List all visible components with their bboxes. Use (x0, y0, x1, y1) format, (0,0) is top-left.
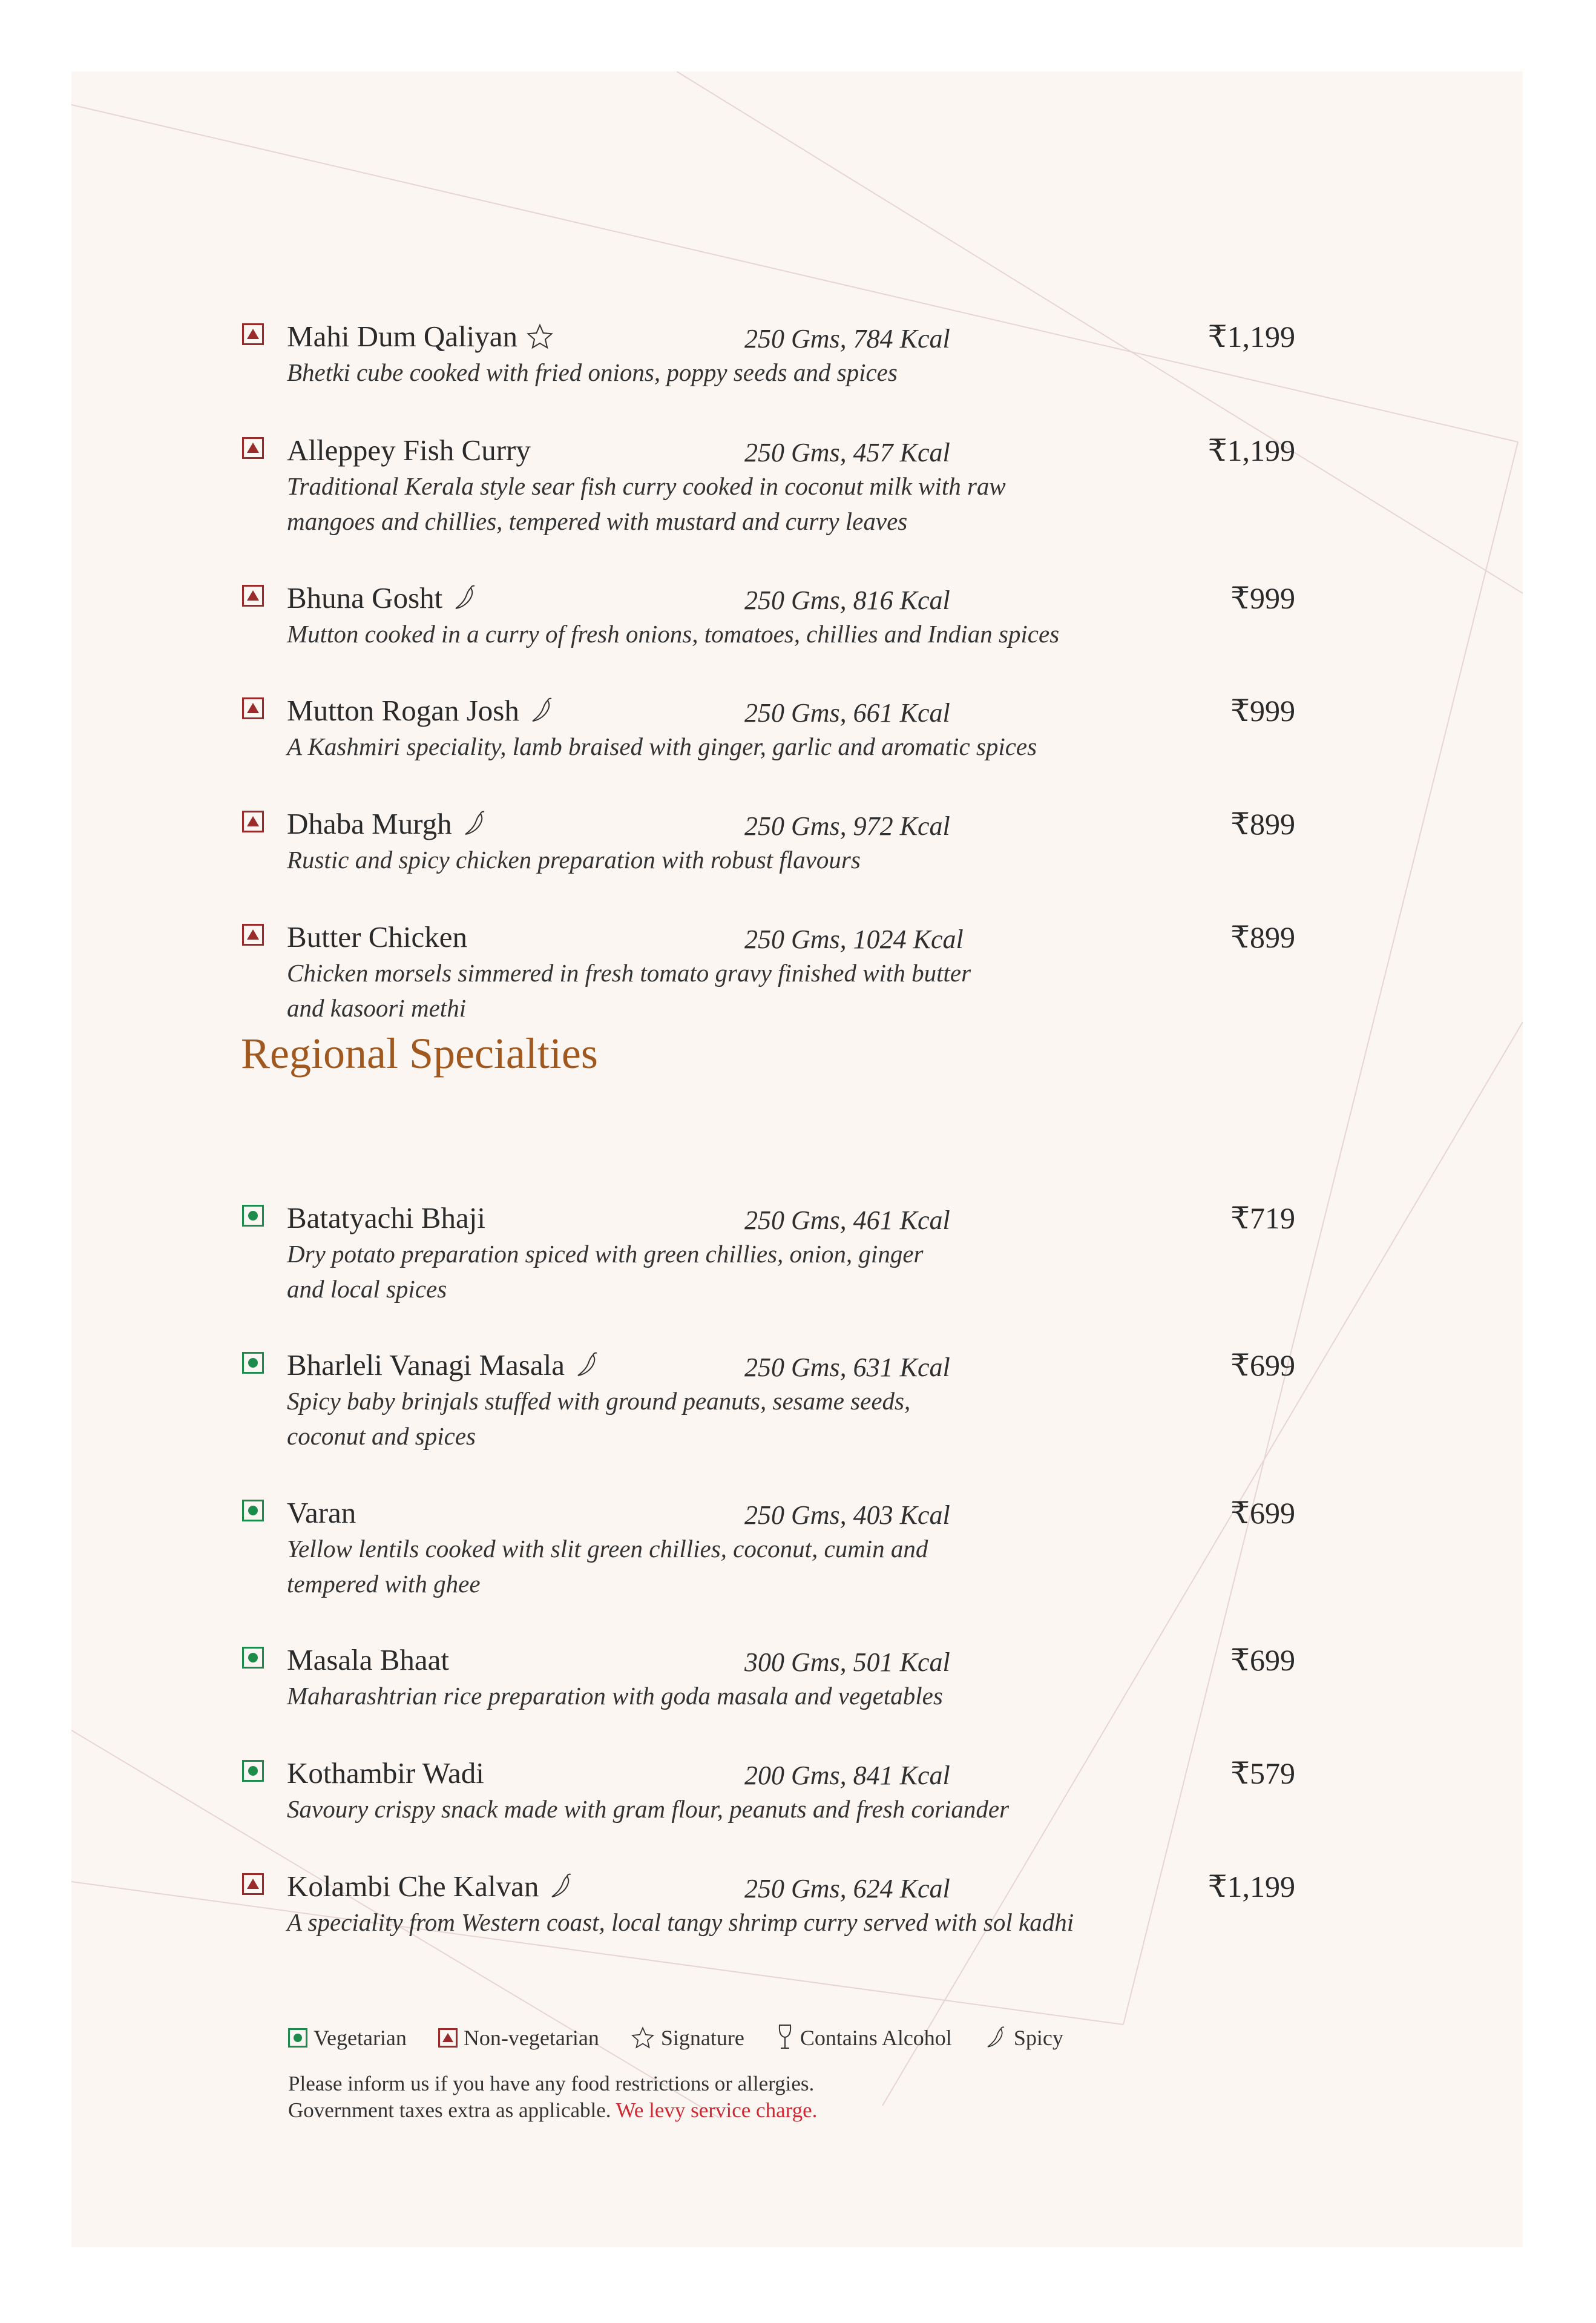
item-name: Butter Chicken (287, 920, 468, 954)
description-line: Traditional Kerala style sear fish curry cooked in coconut milk with raw (287, 472, 1006, 500)
item-portion: 300 Gms, 501 Kcal (744, 1647, 950, 1677)
description-line: and local spices (287, 1275, 447, 1303)
nonveg-triangle-icon (438, 2028, 458, 2048)
item-price: ₹899 (1230, 807, 1295, 841)
legend-label: Non-vegetarian (463, 2026, 599, 2050)
item-price: ₹899 (1230, 920, 1295, 954)
item-portion: 200 Gms, 841 Kcal (744, 1761, 950, 1790)
item-price: ₹1,199 (1207, 320, 1295, 354)
description-line: Bhetki cube cooked with fried onions, poppy seeds and spices (287, 358, 898, 386)
item-portion: 250 Gms, 457 Kcal (744, 438, 950, 467)
description-line: mangoes and chillies, tempered with mustard and curry leaves (287, 507, 908, 535)
item-price: ₹579 (1230, 1756, 1295, 1790)
item-price: ₹719 (1230, 1201, 1295, 1235)
item-name: Kothambir Wadi (287, 1756, 484, 1790)
description-line: Yellow lentils cooked with slit green chillies, coconut, cumin and (287, 1535, 928, 1563)
description-line: Dry potato preparation spiced with green chillies, onion, ginger (287, 1240, 924, 1268)
nonveg-triangle-icon (242, 697, 264, 719)
veg-dot-icon (242, 1500, 264, 1521)
item-name: Mahi Dum Qaliyan (287, 320, 518, 353)
legend-alcohol (776, 2023, 952, 2052)
item-description (287, 1905, 1134, 1940)
item-name: Bharleli Vanagi Masala (287, 1348, 565, 1382)
nonveg-triangle-icon (242, 924, 264, 946)
chilli-icon (984, 2026, 1008, 2050)
description-line: Mutton cooked in a curry of fresh onions, tomatoes, chillies and Indian spices (287, 620, 1060, 648)
wine-glass-icon (776, 2023, 794, 2052)
nonveg-triangle-icon (242, 811, 264, 832)
nonveg-triangle-icon (242, 1873, 264, 1895)
item-portion: 250 Gms, 972 Kcal (744, 811, 950, 841)
item-portion: 250 Gms, 461 Kcal (744, 1205, 950, 1235)
legend-vegetarian (288, 2025, 407, 2051)
item-description (287, 1531, 1134, 1601)
legend-nonvegetarian (438, 2025, 599, 2051)
item-description (287, 955, 1134, 1026)
service-charge-notice: We levy service charge. (616, 2098, 818, 2122)
tax-note: Government taxes extra as applicable. (288, 2098, 611, 2122)
legend-label: Vegetarian (314, 2026, 407, 2050)
star-icon (631, 2026, 655, 2050)
legend-label: Signature (660, 2026, 744, 2050)
legend-label: Contains Alcohol (800, 2026, 952, 2050)
item-name: Batatyachi Bhaji (287, 1201, 485, 1234)
description-line: and kasoori methi (287, 994, 467, 1022)
item-description (287, 729, 1134, 764)
item-description (287, 616, 1134, 651)
item-price: ₹1,199 (1207, 433, 1295, 467)
legend-signature (631, 2025, 744, 2051)
item-name: Dhaba Murgh (287, 807, 452, 840)
item-description (287, 1383, 1134, 1454)
section-title-regional-specialties: Regional Specialties (241, 1029, 598, 1078)
item-portion: 250 Gms, 631 Kcal (744, 1353, 950, 1382)
item-description (287, 355, 1134, 390)
tax-note-line (288, 2097, 817, 2124)
item-portion: 250 Gms, 403 Kcal (744, 1500, 950, 1530)
description-line: Maharashtrian rice preparation with goda masala and vegetables (287, 1682, 943, 1710)
description-line: Savoury crispy snack made with gram flour, peanuts and fresh coriander (287, 1795, 1010, 1823)
chilli-icon (461, 810, 488, 838)
item-description (287, 1236, 1134, 1306)
description-line: tempered with ghee (287, 1570, 481, 1598)
item-name: Kolambi Che Kalvan (287, 1870, 539, 1903)
chilli-icon (451, 584, 479, 612)
nonveg-triangle-icon (242, 585, 264, 607)
item-name: Varan (287, 1496, 356, 1529)
item-name: Alleppey Fish Curry (287, 433, 531, 467)
description-line: Chicken morsels simmered in fresh tomato gravy finished with butter (287, 959, 971, 987)
veg-dot-icon (288, 2028, 307, 2048)
item-price: ₹1,199 (1207, 1870, 1295, 1903)
item-portion: 250 Gms, 1024 Kcal (744, 924, 964, 954)
legend-label: Spicy (1013, 2026, 1063, 2050)
item-price: ₹999 (1230, 581, 1295, 615)
description-line: coconut and spices (287, 1422, 476, 1450)
legend-spicy (984, 2025, 1063, 2051)
footnote (288, 2071, 817, 2124)
item-description (287, 1791, 1134, 1827)
allergy-note: Please inform us if you have any food restrictions or allergies. (288, 2072, 815, 2095)
chilli-icon (573, 1351, 601, 1379)
item-description (287, 842, 1134, 877)
nonveg-triangle-icon (242, 437, 264, 459)
item-portion: 250 Gms, 816 Kcal (744, 585, 950, 615)
description-line: Spicy baby brinjals stuffed with ground peanuts, sesame seeds, (287, 1387, 911, 1415)
item-name: Bhuna Gosht (287, 581, 443, 615)
description-line: A speciality from Western coast, local tangy shrimp curry served with sol kadhi (287, 1908, 1074, 1936)
description-line: Rustic and spicy chicken preparation with robust flavours (287, 846, 861, 874)
item-portion: 250 Gms, 661 Kcal (744, 698, 950, 728)
item-name: Mutton Rogan Josh (287, 694, 519, 727)
item-portion: 250 Gms, 784 Kcal (744, 324, 950, 354)
item-price: ₹699 (1230, 1496, 1295, 1530)
item-description (287, 1678, 1134, 1713)
item-description (287, 469, 1134, 539)
veg-dot-icon (242, 1205, 264, 1227)
legend (288, 2021, 1063, 2055)
chilli-icon (547, 1873, 575, 1900)
veg-dot-icon (242, 1760, 264, 1782)
item-price: ₹699 (1230, 1643, 1295, 1677)
chilli-icon (528, 697, 556, 725)
nonveg-triangle-icon (242, 323, 264, 345)
item-name: Masala Bhaat (287, 1643, 450, 1676)
veg-dot-icon (242, 1352, 264, 1374)
veg-dot-icon (242, 1647, 264, 1669)
item-price: ₹999 (1230, 694, 1295, 728)
description-line: A Kashmiri speciality, lamb braised with ginger, garlic and aromatic spices (287, 733, 1037, 760)
star-icon (526, 323, 554, 351)
item-price: ₹699 (1230, 1348, 1295, 1382)
item-portion: 250 Gms, 624 Kcal (744, 1874, 950, 1903)
